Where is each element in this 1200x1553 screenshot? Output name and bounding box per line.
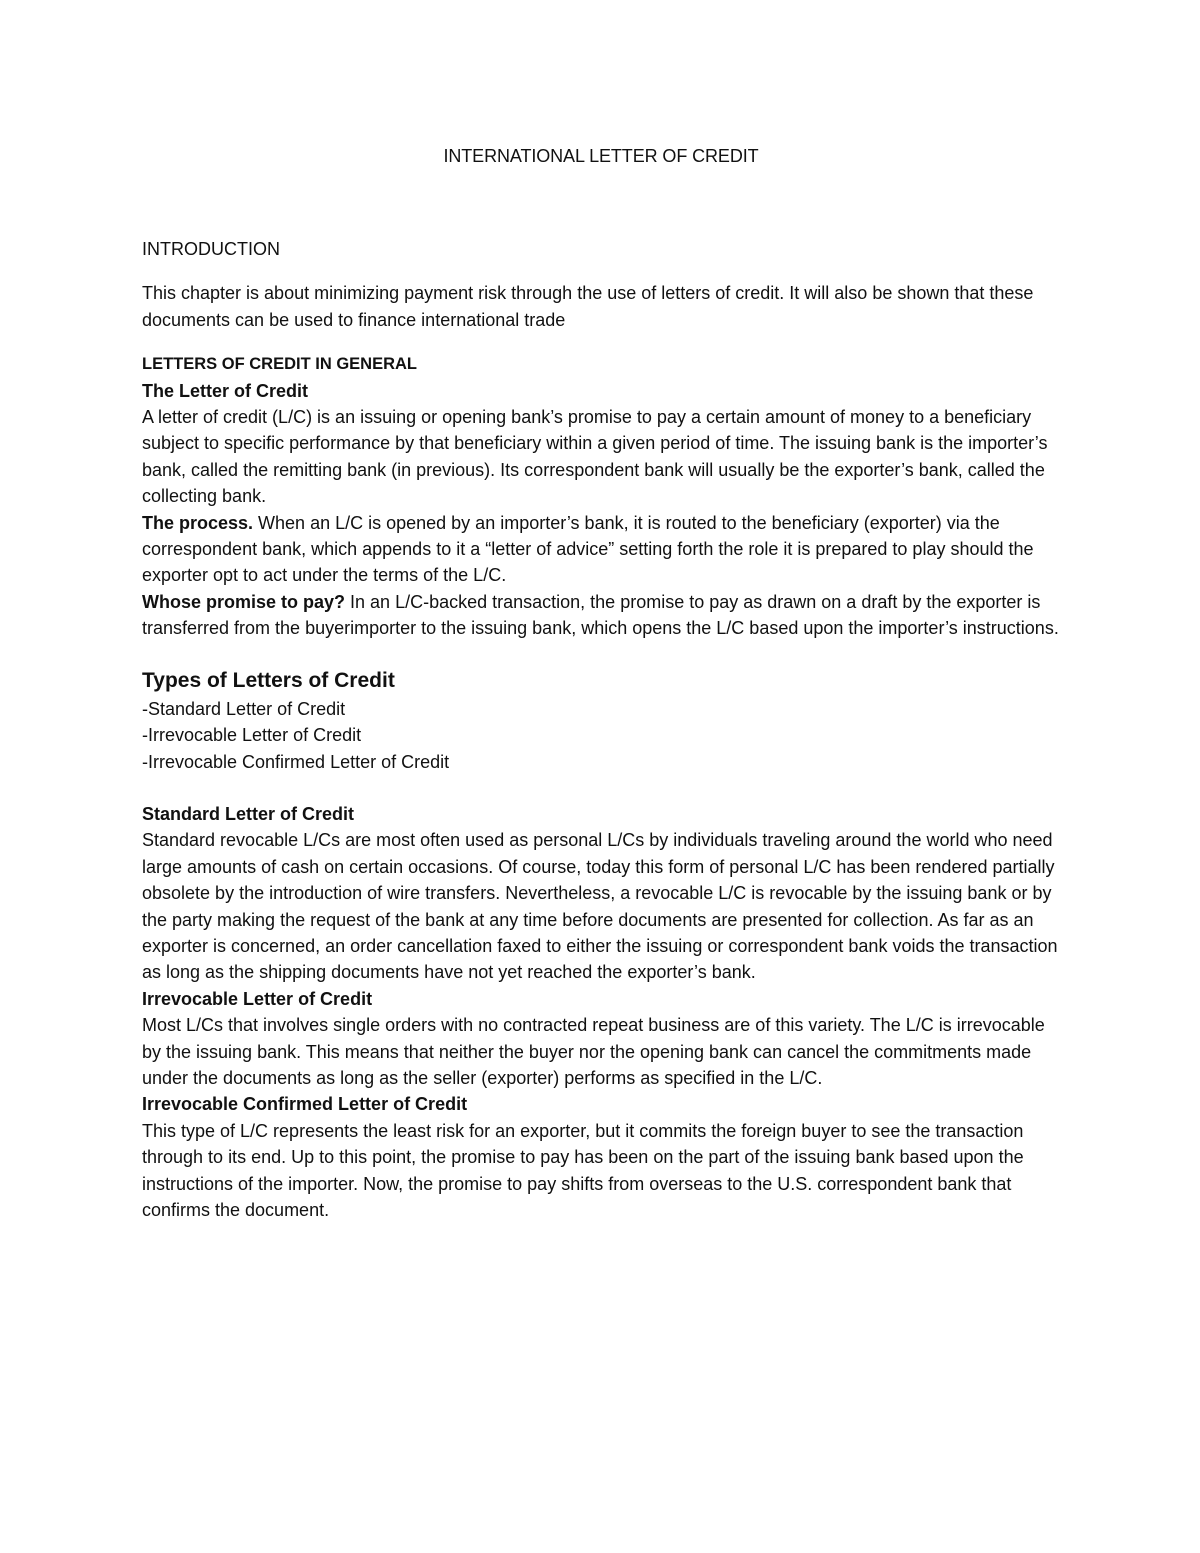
process-paragraph <box>142 510 1060 589</box>
process-label: The process. <box>142 512 254 533</box>
types-list-item: -Irrevocable Confirmed Letter of Credit <box>142 751 450 772</box>
confirmed-text: This type of L/C represents the least risk for an exporter, but it commits the foreign buyer to see the transaction through to its end. Up to this point, the promise to pay has been on the part of the issuing bank based upon the instructions of the importer. Now, the promise to pay shifts from overseas to the U.S. correspondent bank that confirms the document. <box>142 1120 1024 1220</box>
letter-of-credit-heading: The Letter of Credit <box>142 380 309 401</box>
types-list-item: -Irrevocable Letter of Credit <box>142 725 362 746</box>
types-list-item: -Standard Letter of Credit <box>142 698 346 719</box>
introduction-text: This chapter is about minimizing payment risk through the use of letters of credit. It will also be shown that these documents can be used to finance international trade <box>142 283 1034 330</box>
standard-heading: Standard Letter of Credit <box>142 803 355 824</box>
confirmed-heading: Irrevocable Confirmed Letter of Credit <box>142 1094 468 1115</box>
irrevocable-text: Most L/Cs that involves single orders with no contracted repeat business are of this variety. The L/C is irrevocable by the issuing bank. This means that neither the buyer nor the opening bank can cancel the commitments made under the documents as long as the seller (exporter) performs as specified in the L/C. <box>142 1015 1045 1088</box>
standard-text: Standard revocable L/Cs are most often used as personal L/Cs by individuals traveling around the world who need large amounts of cash on certain occasions. Of course, today this form of personal L/C has been rendered partially obsolete by the introduction of wire transfers. Nevertheless, a revocable L/C is revocable by the issuing bank or by the party making the request of the bank at any time before documents are presented for collection. As far as an exporter is concerned, an order cancellation faxed to either the issuing or correspondent bank voids the transaction as long as the shipping documents have not yet reached the exporter’s bank. <box>142 830 1058 983</box>
irrevocable-heading: Irrevocable Letter of Credit <box>142 988 373 1009</box>
whose-promise-label: Whose promise to pay? <box>142 591 346 612</box>
general-heading: LETTERS OF CREDIT IN GENERAL <box>142 355 418 374</box>
document-title: INTERNATIONAL LETTER OF CREDIT <box>443 146 759 166</box>
introduction-label: INTRODUCTION <box>142 239 280 259</box>
types-heading: Types of Letters of Credit <box>142 668 395 692</box>
whose-promise-paragraph <box>142 589 1060 642</box>
document-body <box>142 142 1060 1223</box>
process-text: When an L/C is opened by an importer’s bank, it is routed to the beneficiary (exporter) via the correspondent bank, which appends to it a “letter of advice” setting forth the role it is prepared to play should the exporter opt to act under the terms of the L/C. <box>142 512 1034 586</box>
whose-promise-text: In an L/C-backed transaction, the promise to pay as drawn on a draft by the exporter is transferred from the buyerimporter to the issuing bank, which opens the L/C based upon the importer’s instructions. <box>142 591 1059 639</box>
letter-of-credit-text: A letter of credit (L/C) is an issuing or opening bank’s promise to pay a certain amount of money to a beneficiary subject to specific performance by that beneficiary within a given period of time. The issuing bank is the importer’s bank, called the remitting bank (in previous). Its correspondent bank will usually be the exporter’s bank, called the collecting bank. <box>142 407 1048 507</box>
